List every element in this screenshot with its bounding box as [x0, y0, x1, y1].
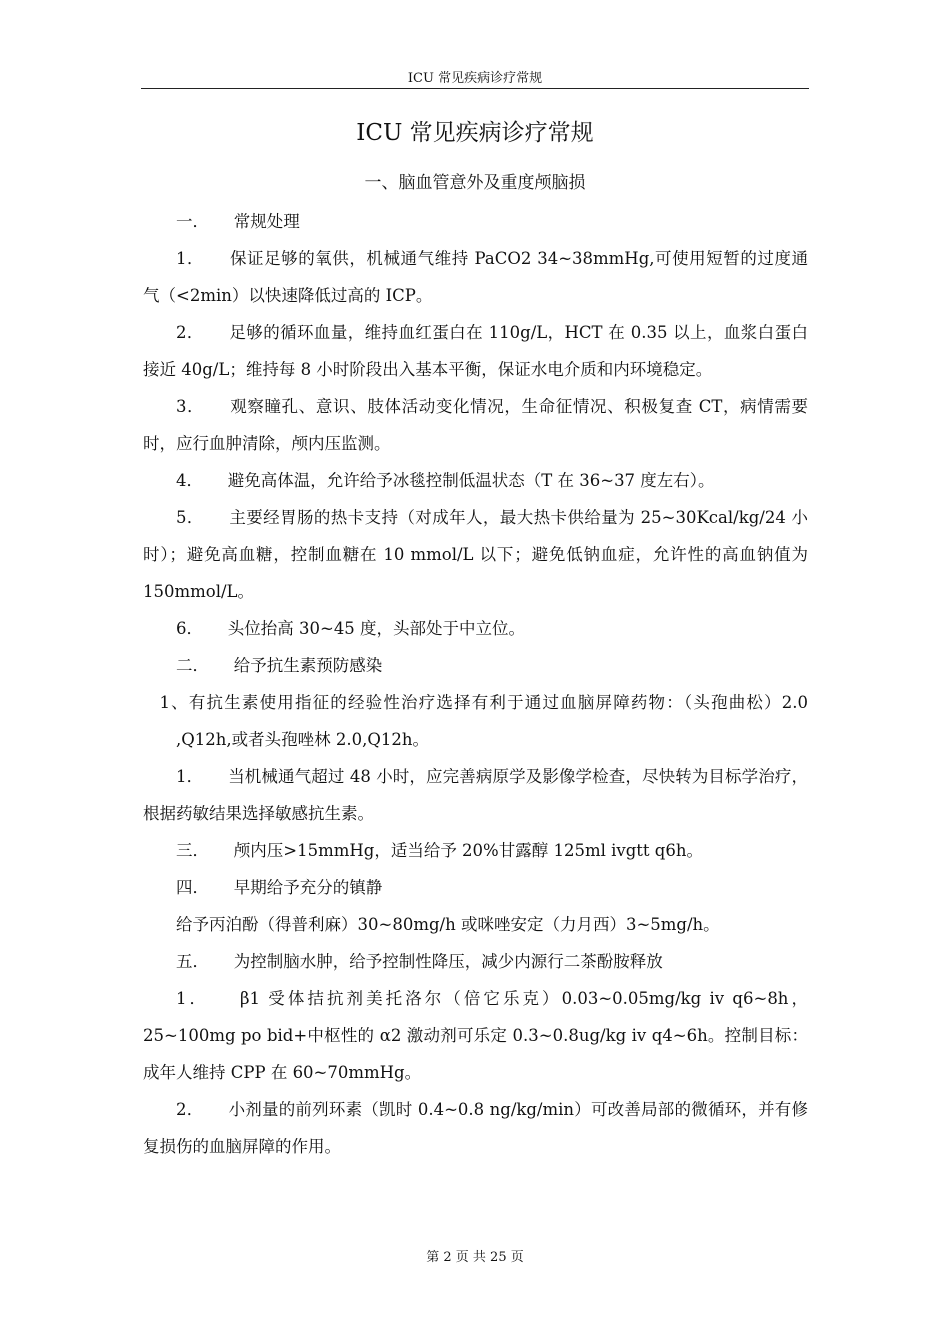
- heading-antibiotics: 二． 给予抗生素预防感染: [176, 656, 383, 675]
- page-number-footer: 第 2 页 共 25 页: [426, 1250, 524, 1265]
- item-empirical-antibiotics: 1、有抗生素使用指征的经验性治疗选择有利于通过血脑屏障药物：（头孢曲松）2.0 ,Q12h,或者头孢唑林 2.0,Q12h。: [159, 693, 808, 749]
- header-rule: [141, 88, 809, 89]
- heading-sedation: 四． 早期给予充分的镇静: [176, 878, 383, 897]
- item-nutrition: 5． 主要经胃肠的热卡支持（对成年人，最大热卡供给量为 25~30Kcal/kg/24 小时）；避免高血糖，控制血糖在 10 mmol/L 以下；避免低钠血症，允许性的高血钠值为 150mmol/L。: [143, 508, 808, 601]
- document-title: ICU 常见疾病诊疗常规: [356, 120, 594, 146]
- section-heading: 一、脑血管意外及重度颅脑损: [364, 173, 586, 193]
- item-beta-blocker: 1． β1 受体拮抗剂美托洛尔（倍它乐克）0.03~0.05mg/kg iv q6~8h，25~100mg po bid+中枢性的 α2 激动剂可乐定 0.3~0.8ug/kg iv q4~6h。控制目标：成年人维持 CPP 在 60~70mmHg。: [143, 989, 808, 1082]
- item-temperature: 4． 避免高体温，允许给予冰毯控制低温状态（T 在 36~37 度左右）。: [176, 471, 715, 490]
- item-sedation-drugs: 给予丙泊酚（得普利麻）30~80mg/h 或咪唑安定（力月西）3~5mg/h。: [176, 915, 720, 934]
- heading-intracranial-pressure: 三． 颅内压>15mmHg，适当给予 20%甘露醇 125ml ivgtt q6h。: [176, 841, 703, 860]
- item-oxygen-supply: 1． 保证足够的氧供，机械通气维持 PaCO2 34~38mmHg,可使用短暂的过度通气（<2min）以快速降低过高的 ICP。: [143, 249, 808, 305]
- running-header: ICU 常见疾病诊疗常规: [407, 71, 543, 86]
- item-head-position: 6． 头位抬高 30~45 度，头部处于中立位。: [176, 619, 526, 638]
- item-ventilation-48h: 1． 当机械通气超过 48 小时，应完善病原学及影像学检查，尽快转为目标学治疗，根据药敏结果选择敏感抗生素。: [143, 767, 808, 823]
- item-prostacyclin: 2． 小剂量的前列环素（凯时 0.4~0.8 ng/kg/min）可改善局部的微循环，并有修复损伤的血脑屏障的作用。: [143, 1100, 808, 1156]
- item-observation: 3． 观察瞳孔、意识、肢体活动变化情况，生命征情况、积极复查 CT，病情需要时，应行血肿清除，颅内压监测。: [143, 397, 808, 453]
- heading-blood-pressure: 五． 为控制脑水肿，给予控制性降压，减少内源行二茶酚胺释放: [176, 952, 663, 971]
- document-body: [143, 203, 808, 1165]
- item-circulating-volume: 2． 足够的循环血量，维持血红蛋白在 110g/L，HCT 在 0.35 以上，血浆白蛋白接近 40g/L；维持每 8 小时阶段出入基本平衡，保证水电介质和内环境稳定。: [143, 323, 808, 379]
- heading-routine-care: 一． 常规处理: [176, 212, 300, 231]
